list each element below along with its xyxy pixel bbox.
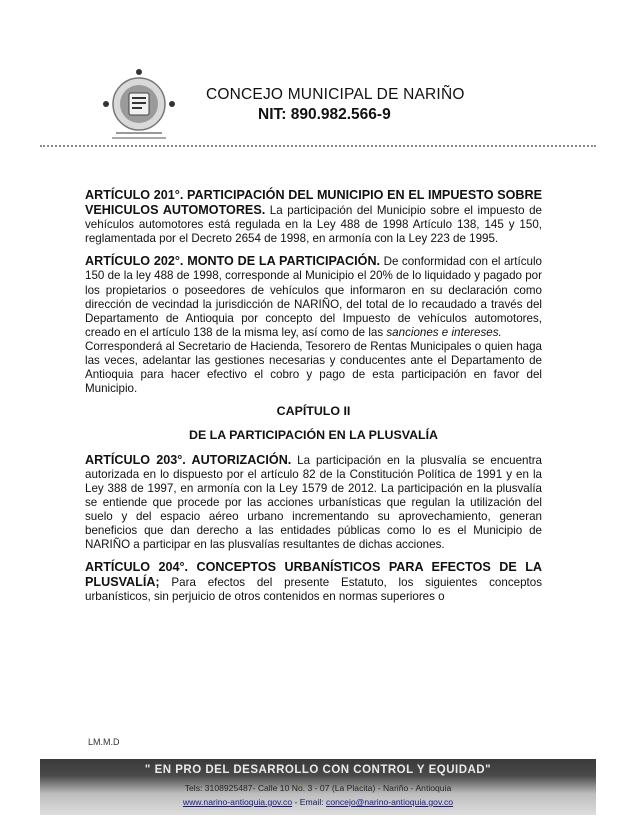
article-201-heading: ARTÍCULO 201°. PARTICIPACIÓN DEL MUNICIPIO EN EL IMPUESTO SOBRE VEHICULOS AUTOMOTORES. <box>85 188 542 218</box>
article-203 <box>85 453 542 553</box>
footer-web-line <box>40 797 596 807</box>
article-201 <box>85 188 542 246</box>
article-202-italic: sanciones e intereses. <box>386 325 502 339</box>
article-202 <box>85 254 542 340</box>
footer-contact-phones: Tels: 3108925487- Calle 10 No. 3 - 07 (La Placita) - Nariño - Antioquia <box>184 783 452 793</box>
chapter-label: CAPÍTULO II <box>276 404 351 419</box>
article-203-heading: ARTÍCULO 203°. AUTORIZACIÓN. <box>85 452 292 467</box>
footer-band <box>40 759 596 815</box>
footer-initials: LM.M.D <box>88 737 120 747</box>
article-203-text: La participación en la plusvalía se encuentra autorizada en lo dispuesto por el artículo 82 de la Constitución Política de 1991 y en la Ley 388 de 1997, en armonía con la Ley 1579 de 2012. La participación en la plusvalía se entiende que procede por las acciones urbanísticas que regulan la utilización del suelo y del espacio aéreo urbano incrementando su aprovechamiento, generan beneficios que dan derecho a las entidades públicas como lo es el Municipio de NARIÑO a participar en las plusvalías resultantes de dichas acciones. <box>85 453 542 552</box>
footer-email-label: - Email: <box>292 797 327 807</box>
council-seal-logo <box>96 68 182 144</box>
header-nit: NIT: 890.982.566-9 <box>258 106 391 123</box>
article-202-text: De conformidad con el artículo 150 de la ley 488 de 1998, corresponde al Municipio el 20% de lo liquidado y pagado por los propietarios o poseedores de vehículos que informaron en su declaración como dirección de vecindad la jurisdicción de NARIÑO, del total de lo recaudado a través del Departamento de Antioquia por concepto del Impuesto de vehículos automotores, creado en el artículo 138 de la misma ley, así como de las <box>85 255 543 339</box>
article-202-heading: ARTÍCULO 202°. MONTO DE LA PARTICIPACIÓN. <box>85 254 381 269</box>
article-204-heading: ARTÍCULO 204°. CONCEPTOS URBANÍSTICOS PARA EFECTOS DE LA PLUSVALÍA; <box>85 560 542 590</box>
chapter-title: DE LA PARTICIPACIÓN EN LA PLUSVALÍA <box>189 428 438 443</box>
article-202-paragraph-2: Corresponderá al Secretario de Hacienda, Tesorero de Rentas Municipales o quien haga las veces, adelantar las gestiones necesarias y conducentes ante el Departamento de Antioquia para hacer efectivo el cobro y pago de esta participación en favor del Municipio. <box>85 339 542 396</box>
article-201-text: La participación del Municipio sobre el impuesto de vehículos automotores está regulada en la Ley 488 de 1998 Artículo 138, 145 y 150, reglamentada por el Decreto 2654 de 1998, en armonía con la Ley 223 de 1995. <box>85 204 542 246</box>
header-title: CONCEJO MUNICIPAL DE NARIÑO <box>206 86 465 103</box>
document-body <box>85 188 542 612</box>
footer-email-link[interactable]: concejo@narino-antioquia.gov.co <box>326 797 454 807</box>
article-204-text: Para efectos del presente Estatuto, los siguientes conceptos urbanísticos, sin perjuicio de otros contenidos en normas superiores o <box>85 576 542 604</box>
footer-website-link[interactable]: www.narino-antioquia.gov.co <box>182 797 293 807</box>
header-divider <box>40 145 596 147</box>
article-204 <box>85 560 542 604</box>
footer-slogan: " EN PRO DEL DESARROLLO CON CONTROL Y EQUIDAD" <box>144 764 492 776</box>
